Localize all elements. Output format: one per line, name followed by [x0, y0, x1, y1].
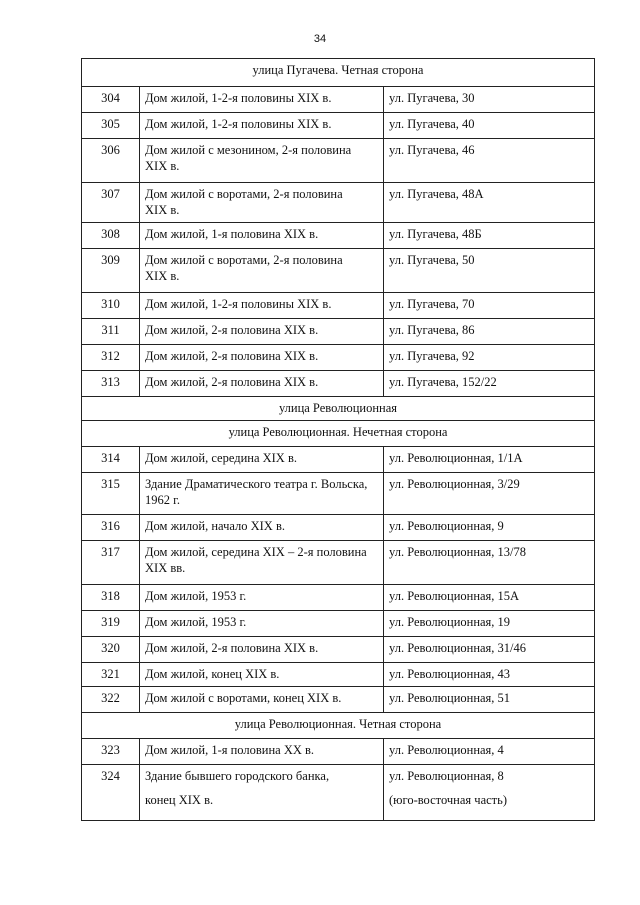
object-address-cell [384, 637, 595, 663]
row-number: 308 [82, 223, 140, 249]
object-name-cell [140, 515, 384, 541]
object-name-cell [140, 447, 384, 473]
object-name-cell [140, 663, 384, 687]
row-number: 318 [82, 585, 140, 611]
row-number: 315 [82, 473, 140, 515]
object-name: Дом жилой, 1953 г. [145, 589, 247, 603]
object-name: Дом жилой, 1953 г. [145, 615, 247, 629]
object-name: Дом жилой, 2-я половина XIX в. [145, 641, 319, 655]
object-address-cell [384, 371, 595, 397]
object-name: Дом жилой, 1-2-я половины XIX в. [145, 297, 332, 311]
object-name-cell [140, 585, 384, 611]
object-name: Дом жилой с воротами, 2-я половина [145, 253, 343, 267]
object-address-cell [384, 473, 595, 515]
object-name: Здание бывшего городского банка, [145, 769, 330, 783]
table-row [82, 319, 595, 345]
object-name-cell [140, 687, 384, 713]
object-name: Дом жилой с мезонином, 2-я половина [145, 143, 352, 157]
object-name-cell [140, 183, 384, 223]
object-name: Дом жилой, 2-я половина XIX в. [145, 323, 319, 337]
object-name: Дом жилой с воротами, конец XIX в. [145, 691, 342, 705]
object-address: ул. Пугачева, 46 [389, 143, 475, 157]
row-number: 304 [82, 87, 140, 113]
object-name-cell [140, 87, 384, 113]
row-number: 314 [82, 447, 140, 473]
object-name: Дом жилой, 1-я половина XX в. [145, 743, 315, 757]
object-address: ул. Революционная, 1/1А [389, 451, 523, 465]
table-row [82, 515, 595, 541]
table-row [82, 223, 595, 249]
object-name: Дом жилой, 2-я половина XIX в. [145, 349, 319, 363]
row-number: 312 [82, 345, 140, 371]
row-number: 317 [82, 541, 140, 585]
row-number: 311 [82, 319, 140, 345]
object-address: ул. Революционная, 8 [389, 769, 504, 783]
object-address-cell [384, 183, 595, 223]
object-address: ул. Революционная, 13/78 [389, 545, 527, 559]
object-address-cell [384, 139, 595, 183]
object-name-cell [140, 611, 384, 637]
object-name-continued: XIX в. [145, 269, 180, 283]
object-address-cell [384, 611, 595, 637]
section-title: улица Революционная [82, 397, 595, 421]
object-address-cell [384, 663, 595, 687]
object-name-cell [140, 637, 384, 663]
object-address-cell [384, 87, 595, 113]
object-address: ул. Революционная, 3/29 [389, 477, 520, 491]
monuments-table [81, 58, 595, 821]
table-row [82, 345, 595, 371]
row-number: 316 [82, 515, 140, 541]
object-name-cell [140, 113, 384, 139]
object-name-cell [140, 319, 384, 345]
object-name: Дом жилой, середина XIX в. [145, 451, 297, 465]
object-address-cell [384, 223, 595, 249]
object-address-cell [384, 541, 595, 585]
object-name-continued: XIX вв. [145, 561, 186, 575]
object-address: ул. Пугачева, 40 [389, 117, 475, 131]
object-address: ул. Революционная, 51 [389, 691, 511, 705]
object-name-cell [140, 371, 384, 397]
table-row [82, 113, 595, 139]
object-name-cell [140, 739, 384, 765]
row-number: 313 [82, 371, 140, 397]
object-address: ул. Пугачева, 92 [389, 349, 475, 363]
section-header-row [82, 59, 595, 87]
row-number: 307 [82, 183, 140, 223]
table-row [82, 637, 595, 663]
row-number: 323 [82, 739, 140, 765]
object-address-cell [384, 585, 595, 611]
object-address-cell [384, 739, 595, 765]
object-address-cell [384, 515, 595, 541]
object-address-note: (юго-восточная часть) [389, 793, 507, 807]
object-name-continued: 1962 г. [145, 493, 180, 507]
row-number: 309 [82, 249, 140, 293]
table-row [82, 183, 595, 223]
object-name-continued: XIX в. [145, 203, 180, 217]
object-name-cell [140, 249, 384, 293]
object-address: ул. Пугачева, 70 [389, 297, 475, 311]
row-number: 320 [82, 637, 140, 663]
object-address-cell [384, 447, 595, 473]
table-row [82, 139, 595, 183]
object-address: ул. Пугачева, 48Б [389, 227, 482, 241]
object-name: Дом жилой, 1-2-я половины XIX в. [145, 117, 332, 131]
object-name: Дом жилой, середина XIX – 2-я половина [145, 545, 367, 559]
table-row [82, 541, 595, 585]
table-row [82, 739, 595, 765]
object-address-cell [384, 249, 595, 293]
object-address: ул. Революционная, 15А [389, 589, 520, 603]
object-address: ул. Пугачева, 30 [389, 91, 475, 105]
object-address: ул. Революционная, 43 [389, 667, 511, 681]
table-row [82, 293, 595, 319]
object-name: Дом жилой, 2-я половина XIX в. [145, 375, 319, 389]
page-number: 34 [313, 33, 327, 45]
object-address-cell [384, 113, 595, 139]
object-name-cell [140, 223, 384, 249]
object-name: Здание Драматического театра г. Вольска, [145, 477, 368, 491]
object-name-cell [140, 293, 384, 319]
section-header-row [82, 421, 595, 447]
section-title: улица Революционная. Нечетная сторона [82, 421, 595, 447]
section-title: улица Революционная. Четная сторона [82, 713, 595, 739]
table-row [82, 663, 595, 687]
table-row [82, 447, 595, 473]
row-number: 319 [82, 611, 140, 637]
object-address-cell [384, 319, 595, 345]
object-name-cell [140, 473, 384, 515]
section-title: улица Пугачева. Четная сторона [82, 59, 595, 87]
object-address-cell [384, 345, 595, 371]
object-address: ул. Пугачева, 50 [389, 253, 475, 267]
object-name: Дом жилой, 1-2-я половины XIX в. [145, 91, 332, 105]
object-name-cell [140, 345, 384, 371]
object-address-cell [384, 687, 595, 713]
object-address-cell [384, 293, 595, 319]
row-number: 321 [82, 663, 140, 687]
row-number: 306 [82, 139, 140, 183]
section-header-row [82, 713, 595, 739]
object-name-cell [140, 765, 384, 821]
row-number: 322 [82, 687, 140, 713]
object-address: ул. Революционная, 9 [389, 519, 504, 533]
table-row [82, 87, 595, 113]
object-address: ул. Пугачева, 86 [389, 323, 475, 337]
table-row [82, 249, 595, 293]
section-header-row [82, 397, 595, 421]
object-name-cell [140, 139, 384, 183]
object-name-continued: XIX в. [145, 159, 180, 173]
table-row [82, 371, 595, 397]
object-name: Дом жилой с воротами, 2-я половина [145, 187, 343, 201]
object-name-continued: конец XIX в. [145, 793, 214, 807]
row-number: 324 [82, 765, 140, 821]
row-number: 310 [82, 293, 140, 319]
table-row [82, 687, 595, 713]
object-address: ул. Революционная, 19 [389, 615, 511, 629]
table-row [82, 765, 595, 821]
row-number: 305 [82, 113, 140, 139]
table-row [82, 473, 595, 515]
table-row [82, 585, 595, 611]
object-address: ул. Пугачева, 48А [389, 187, 484, 201]
object-name: Дом жилой, 1-я половина XIX в. [145, 227, 319, 241]
object-name-cell [140, 541, 384, 585]
object-address: ул. Революционная, 4 [389, 743, 504, 757]
object-address: ул. Революционная, 31/46 [389, 641, 527, 655]
object-name: Дом жилой, конец XIX в. [145, 667, 280, 681]
object-address: ул. Пугачева, 152/22 [389, 375, 497, 389]
table-row [82, 611, 595, 637]
object-address-cell [384, 765, 595, 821]
object-name: Дом жилой, начало XIX в. [145, 519, 285, 533]
